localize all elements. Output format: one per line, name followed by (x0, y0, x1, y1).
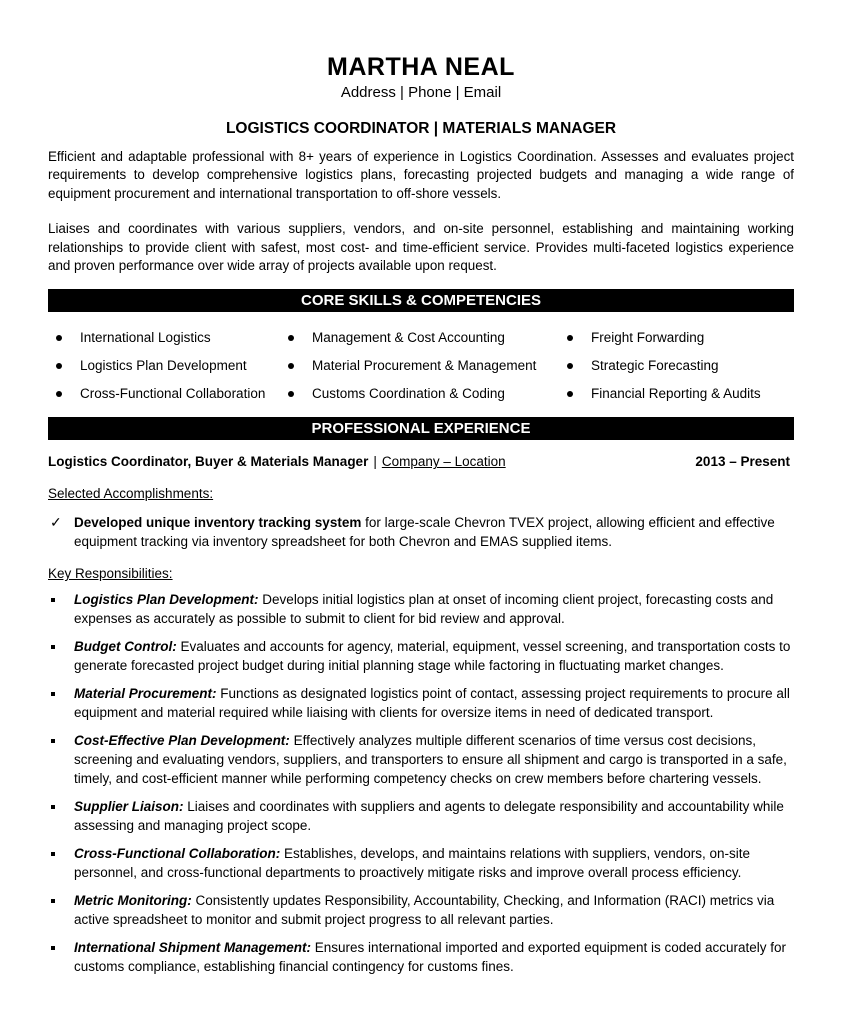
square-bullet-icon (48, 938, 74, 976)
resume-page (48, 52, 794, 985)
responsibility-label: Metric Monitoring: (74, 893, 192, 909)
skill-label: Customs Coordination & Coding (312, 386, 505, 402)
skill-label: Management & Cost Accounting (312, 330, 505, 346)
skill-label: Material Procurement & Management (312, 358, 537, 374)
bullet-icon (288, 391, 294, 397)
skill-item (288, 384, 567, 403)
responsibility-label: Supplier Liaison: (74, 799, 184, 815)
square-bullet-icon (48, 637, 74, 675)
responsibility-label: Material Procurement: (74, 686, 217, 702)
responsibility-detail: Consistently updates Responsibility, Accountability, Checking, and Information (RACI) metrics via active spreadsheet to monitor and submit project progress to all relevant parties. (74, 893, 775, 928)
bullet-icon (56, 363, 62, 369)
summary-paragraph-1: Efficient and adaptable professional with 8+ years of experience in Logistics Coordination. Assesses and evaluates project requirements to develop comprehensive logistics plans, forecasting projected budgets and managing a wide range of equipment procurement and international transportation to off-shore vessels. (48, 149, 794, 201)
job-dates: 2013 – Present (695, 454, 790, 470)
accomplishment-detail: for large-scale Chevron TVEX project, allowing efficient and effective equipment tracking via inventory spreadsheet for both Chevron and EMAS supplied items. (74, 515, 775, 550)
skill-item (48, 328, 288, 347)
responsibility-label: Budget Control: (74, 639, 177, 655)
company-location: Company – Location (381, 454, 506, 470)
square-bullet-icon (48, 590, 74, 628)
skill-label: Cross-Functional Collaboration (80, 386, 266, 402)
bullet-icon (567, 335, 573, 341)
skill-label: International Logistics (80, 330, 211, 346)
responsibility-text (74, 891, 794, 929)
responsibility-detail: Evaluates and accounts for agency, material, equipment, vessel screening, and transportation costs to generate forecasted project budget during initial planning stage while factoring in fluctuating market changes. (74, 639, 791, 674)
responsibility-detail: Establishes, develops, and maintains relations with suppliers, vendors, on-site personnel, and cross-functional departments to proactively mitigate risks and improve overall process efficiency. (74, 846, 751, 881)
job-title-line (48, 453, 506, 471)
responsibility-text (74, 684, 794, 722)
bullet-icon (56, 391, 62, 397)
responsibility-item (48, 891, 794, 929)
responsibility-item (48, 684, 794, 722)
square-bullet-icon (48, 684, 74, 722)
responsibility-item (48, 637, 794, 675)
accomplishment-highlight: Developed unique inventory tracking system (74, 515, 362, 531)
responsibilities-heading: Key Responsibilities: (48, 566, 173, 582)
skill-item (567, 328, 794, 347)
square-bullet-icon (48, 797, 74, 835)
job-separator: | (373, 454, 377, 470)
skill-label: Financial Reporting & Audits (591, 386, 761, 402)
checkmark-icon: ✓ (50, 514, 62, 531)
bullet-icon (56, 335, 62, 341)
summary-section (48, 148, 794, 275)
responsibility-item (48, 938, 794, 976)
responsibility-text (74, 590, 794, 628)
responsibility-label: Logistics Plan Development: (74, 592, 259, 608)
responsibilities-list (48, 590, 794, 976)
skill-item (48, 384, 288, 403)
skill-item (567, 384, 794, 403)
skill-item (567, 356, 794, 375)
responsibility-text (74, 731, 794, 788)
contact-line: Address | Phone | Email (340, 84, 502, 101)
summary-paragraph-2: Liaises and coordinates with various suppliers, vendors, and on-site personnel, establishing and maintaining working relationships to provide client with safest, most cost- and time-efficient service. Provides multi-faceted logistics experience and proven performance over wide array of projects available upon request. (48, 221, 794, 274)
bullet-icon (567, 391, 573, 397)
candidate-name: MARTHA NEAL (327, 53, 515, 81)
skill-item (48, 356, 288, 375)
skills-grid (48, 328, 794, 403)
responsibility-detail: Develops initial logistics plan at onset of incoming client project, forecasting costs and expenses as accurately as possible to submit to client for bid review and approval. (74, 592, 774, 627)
responsibility-text (74, 637, 794, 675)
square-bullet-icon (48, 891, 74, 929)
square-bullet-icon (48, 731, 74, 788)
responsibility-item (48, 731, 794, 788)
job-title: Logistics Coordinator, Buyer & Materials Manager (48, 454, 369, 470)
responsibility-label: International Shipment Management: (74, 940, 312, 956)
experience-section-heading: PROFESSIONAL EXPERIENCE (48, 417, 794, 440)
responsibility-item (48, 844, 794, 882)
skill-label: Strategic Forecasting (591, 358, 719, 374)
responsibility-label: Cross-Functional Collaboration: (74, 846, 281, 862)
bullet-icon (288, 335, 294, 341)
bullet-icon (288, 363, 294, 369)
skill-item (288, 328, 567, 347)
responsibility-label: Cost-Effective Plan Development: (74, 733, 290, 749)
skills-section-heading: CORE SKILLS & COMPETENCIES (48, 289, 794, 312)
responsibility-text (74, 938, 794, 976)
skill-label: Freight Forwarding (591, 330, 705, 346)
square-bullet-icon (48, 844, 74, 882)
responsibility-item (48, 590, 794, 628)
bullet-icon (567, 363, 573, 369)
responsibility-detail: Liaises and coordinates with suppliers and agents to delegate responsibility and accountability while assessing and managing project scope. (74, 799, 784, 834)
skill-item (288, 356, 567, 375)
responsibility-text (74, 797, 794, 835)
responsibility-detail: Effectively analyzes multiple different scenarios of time versus cost decisions, screening and evaluating vendors, suppliers, and transporters to ensure all shipment and cargo is transported in a safe, timely, and cost-efficient manner while performing competency checks on crew members before chartering vessels. (74, 733, 787, 787)
responsibility-detail: Ensures international imported and exported equipment is coded accurately for customs compliance, establishing financial contingency for customs fines. (74, 940, 787, 975)
responsibility-text (74, 844, 794, 882)
professional-headline: LOGISTICS COORDINATOR | MATERIALS MANAGER (225, 120, 617, 137)
accomplishments-heading: Selected Accomplishments: (48, 486, 214, 502)
accomplishment-item (48, 513, 794, 551)
responsibility-detail: Functions as designated logistics point of contact, assessing project requirements to procure all equipment and material required while liaising with clients for oversize items in need of dedicated transport. (74, 686, 790, 721)
skill-label: Logistics Plan Development (80, 358, 247, 374)
responsibility-item (48, 797, 794, 835)
job-header (48, 453, 794, 471)
accomplishment-text (74, 513, 794, 551)
